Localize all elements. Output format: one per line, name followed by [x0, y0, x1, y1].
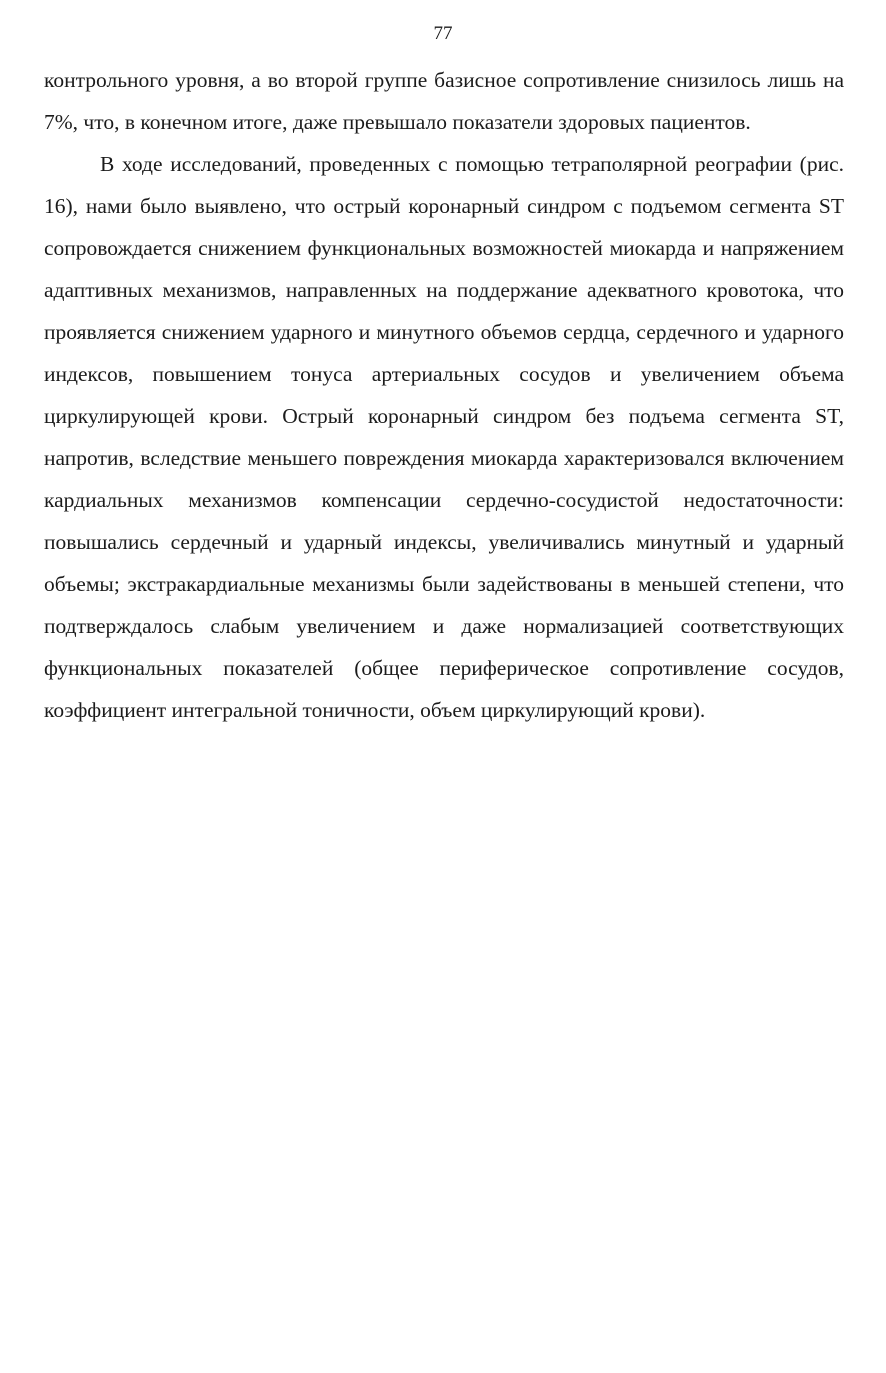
paragraph-reography-findings: В ходе исследований, проведенных с помощью тетраполярной реографии (рис. 16), нами было выявлено, что острый коронарный синдром с подъемом сегмента ST сопровождается снижением функциональных возможностей миокарда и напряжением адаптивных механизмов, направленных на поддержание адекватного кровотока, что проявляется снижением ударного и минутного объемов сердца, сердечного и ударного индексов, повышением тонуса артериальных сосудов и увеличением объема циркулирующей крови. Острый коронарный синдром без подъема сегмента ST, напротив, вследствие меньшего повреждения миокарда характеризовался включением кардиальных механизмов компенсации сердечно-сосудистой недостаточности: повышались сердечный и ударный индексы, увеличивались минутный и ударный объемы; экстракардиальные механизмы были задействованы в меньшей степени, что подтверждалось слабым увеличением и даже нормализацией соответствующих функциональных показателей (общее периферическое сопротивление сосудов, коэффициент интегральной тоничности, объем циркулирующий крови).	[44, 152, 844, 722]
body-text	[44, 59, 844, 731]
page-number: 77	[433, 23, 453, 44]
paragraph-continuation: контрольного уровня, а во второй группе базисное сопротивление снизилось лишь на 7%, что, в конечном итоге, даже превышало показатели здоровых пациентов.	[44, 68, 844, 134]
